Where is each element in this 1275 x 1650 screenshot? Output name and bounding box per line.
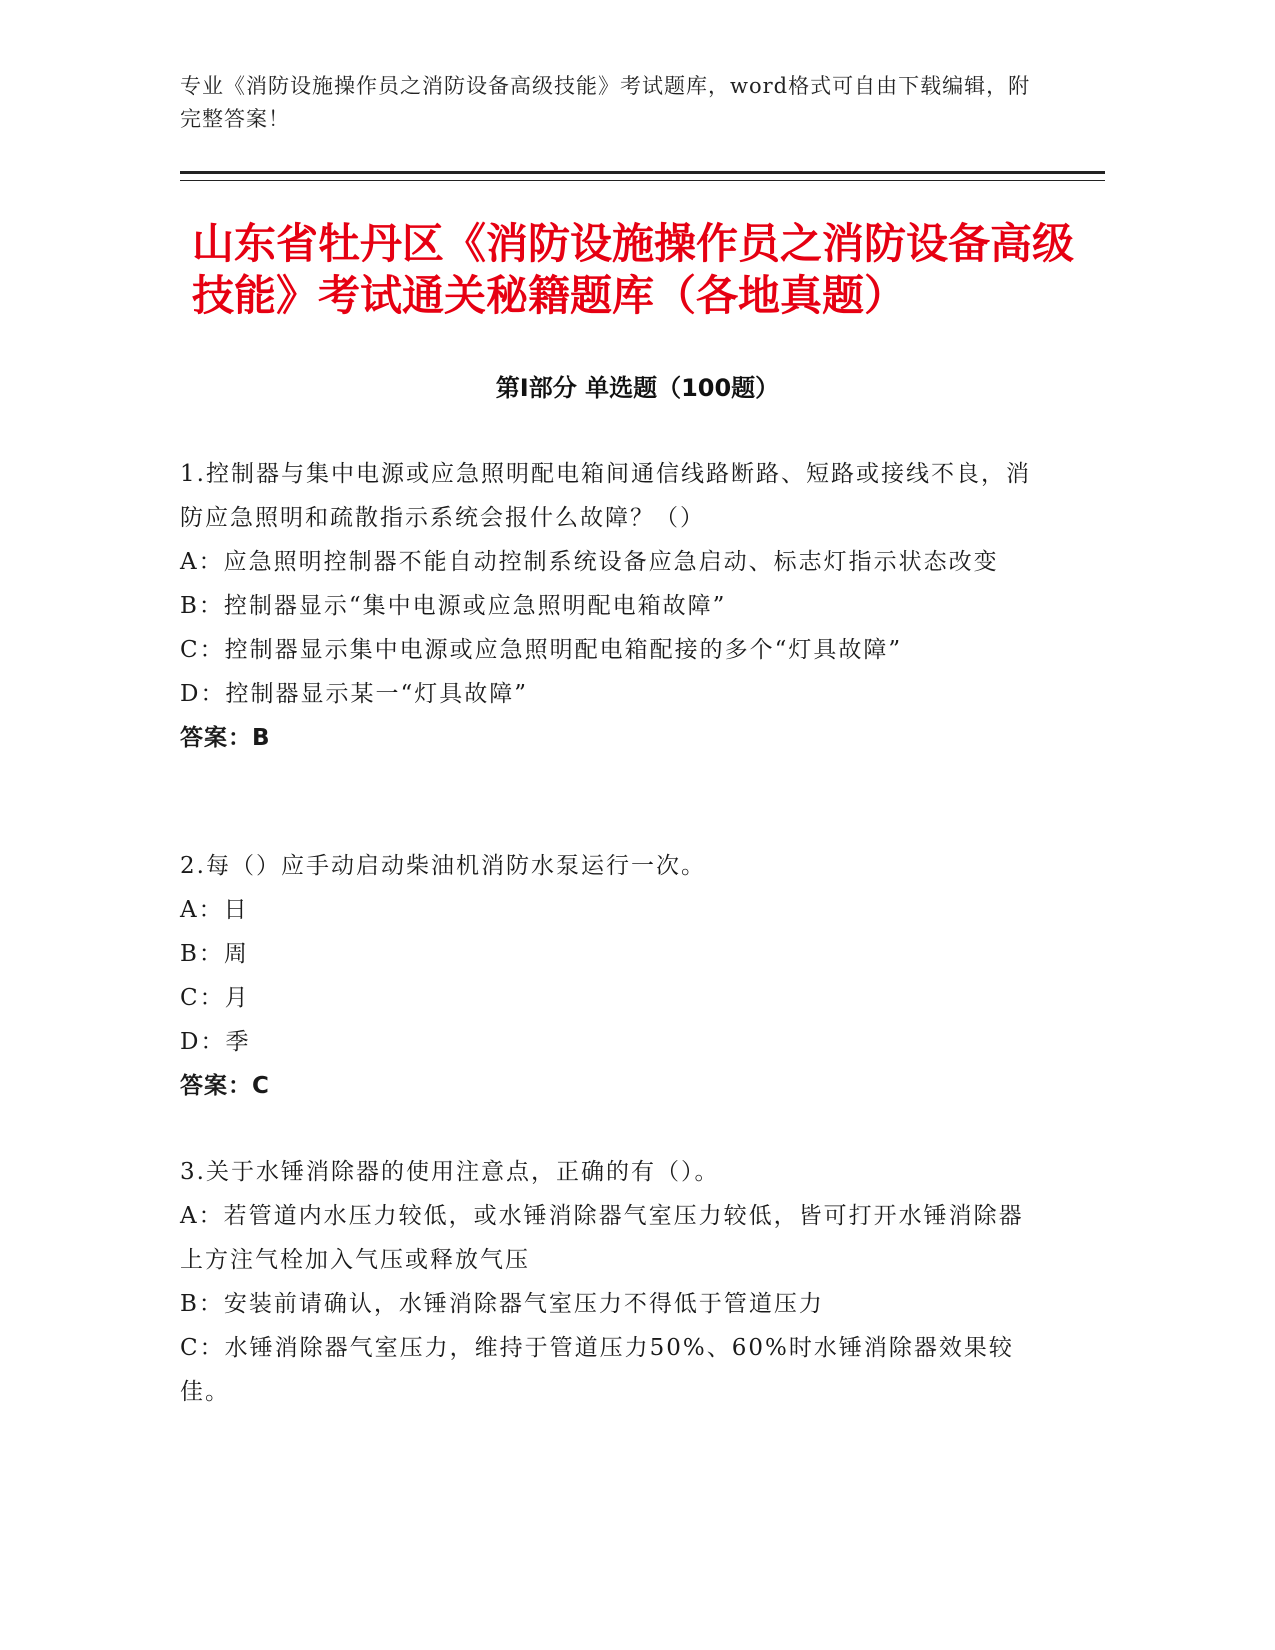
- question-1: [180, 452, 1040, 760]
- option-c: C：月: [180, 985, 250, 1011]
- header-note: 专业《消防设施操作员之消防设备高级技能》考试题库，word格式可自由下载编辑，附完整答案！: [180, 74, 1031, 131]
- header-rule-thick: [180, 171, 1105, 174]
- question-2: [180, 844, 1040, 1108]
- header-rule-thin: [180, 180, 1105, 181]
- document-title: 山东省牡丹区《消防设施操作员之消防设备高级技能》考试通关秘籍题库（各地真题）: [192, 219, 1075, 320]
- option-c: C：水锤消除器气室压力，维持于管道压力50%、60%时水锤消除器效果较佳。: [180, 1335, 1014, 1405]
- answer-label: 答案：B: [180, 725, 271, 751]
- question-3: [180, 1150, 1040, 1414]
- option-c: C：控制器显示集中电源或应急照明配电箱配接的多个“灯具故障”: [180, 637, 903, 663]
- question-stem: 1.控制器与集中电源或应急照明配电箱间通信线路断路、短路或接线不良，消防应急照明和疏散指示系统会报什么故障？（）: [180, 461, 1031, 531]
- question-stem: 2.每（）应手动启动柴油机消防水泵运行一次。: [180, 853, 706, 879]
- option-a: A：若管道内水压力较低，或水锤消除器气室压力较低，皆可打开水锤消除器上方注气栓加入气压或释放气压: [180, 1203, 1024, 1273]
- option-b: B：安装前请确认，水锤消除器气室压力不得低于管道压力: [180, 1291, 824, 1317]
- answer-label: 答案：C: [180, 1073, 270, 1099]
- section-heading: 第Ⅰ部分 单选题（100题）: [495, 374, 780, 402]
- option-b: B：控制器显示“集中电源或应急照明配电箱故障”: [180, 593, 727, 619]
- option-d: D：季: [180, 1029, 251, 1055]
- option-a: A：应急照明控制器不能自动控制系统设备应急启动、标志灯指示状态改变: [180, 549, 999, 575]
- option-d: D：控制器显示某一“灯具故障”: [180, 681, 528, 707]
- option-b: B：周: [180, 941, 249, 967]
- option-a: A：日: [180, 897, 249, 923]
- question-stem: 3.关于水锤消除器的使用注意点，正确的有（）。: [180, 1159, 720, 1185]
